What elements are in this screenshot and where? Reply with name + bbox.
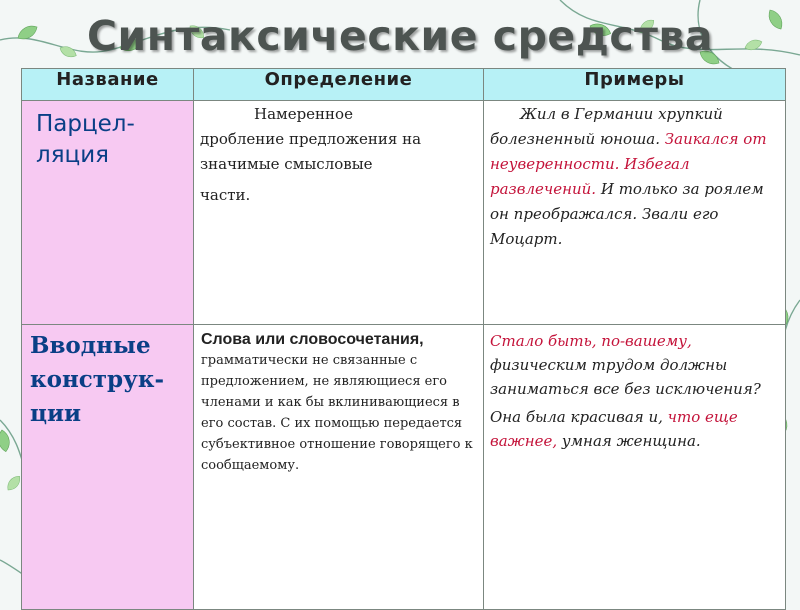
term-name: Парцел- ляция: [36, 111, 135, 168]
table-header-row: [22, 69, 786, 101]
term-name: Вводные конструк- ции: [30, 332, 165, 427]
example-text: Стало быть, по-вашему, физическим трудом должны заниматься все без исключения? Она была красивая и, что еще важнее, умная женщина.: [490, 332, 761, 450]
definition-text: Слова или словосочетания, грамматически не связанные с предложением, не являющиеся его членами и как бы вклинивающиеся в его состав. С их помощью передается субъективное отношение говорящего к сообщаемому.: [201, 331, 473, 473]
column-header-name: Название: [22, 69, 194, 101]
table-row: [22, 101, 786, 325]
term-cell: [22, 325, 194, 610]
syntax-means-table: [21, 68, 786, 610]
example-cell: [484, 325, 786, 610]
example-text: Жил в Германии хрупкий болезненный юноша. Заикался от неуверенности. Избегал развлечений. И только за роялем он преображался. Звали его Моцарт.: [490, 105, 767, 248]
definition-cell: [194, 325, 484, 610]
slide-title: Синтаксические средства: [86, 12, 714, 60]
column-header-definition: Определение: [194, 69, 484, 101]
definition-text: Намеренное дробление предложения на значимые смысловые части.: [200, 105, 422, 204]
table-row: [22, 325, 786, 610]
definition-cell: [194, 101, 484, 325]
term-cell: [22, 101, 194, 325]
column-header-examples: Примеры: [484, 69, 786, 101]
example-cell: [484, 101, 786, 325]
